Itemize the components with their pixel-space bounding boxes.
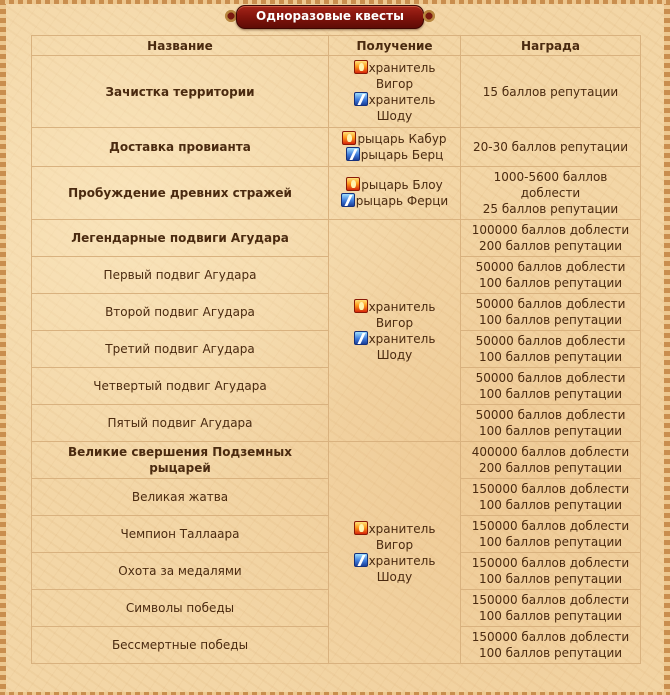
npc-vigor-name: Вигор (375, 76, 414, 91)
quest-name: Символы победы (32, 590, 329, 627)
lightning-icon (341, 193, 355, 207)
quest-name: Пробуждение древних стражей (32, 167, 329, 220)
right-border (664, 0, 670, 695)
reward-line: 1000-5600 баллов (493, 170, 608, 184)
lightning-icon (354, 331, 368, 345)
npc-shodu-name: Шоду (376, 569, 413, 584)
table-row (32, 167, 641, 220)
npc-shodu: хранитель (354, 331, 436, 347)
reward-line: 150000 баллов доблести (471, 593, 630, 607)
reward-line: 150000 баллов доблести (471, 482, 630, 496)
quest-reward (461, 128, 641, 167)
column-header-source: Получение (329, 36, 461, 56)
npc-vigor: хранитель (354, 299, 436, 315)
quest-source (329, 167, 461, 220)
table-header-row (32, 36, 641, 56)
reward-line: 100 баллов репутации (478, 350, 623, 364)
lightning-icon (354, 553, 368, 567)
quest-reward (461, 479, 641, 516)
reward-line: 50000 баллов доблести (475, 297, 626, 311)
column-header-reward: Награда (461, 36, 641, 56)
quest-reward (461, 294, 641, 331)
reward-line: 100 баллов репутации (478, 498, 623, 512)
npc-vigor: хранитель (354, 60, 436, 76)
left-border (0, 0, 6, 695)
fire-icon (354, 299, 368, 313)
quests-table (31, 35, 641, 664)
quest-name: Великая жатва (32, 479, 329, 516)
npc-kabur: рыцарь Кабур (342, 131, 446, 147)
npc-shodu-name: Шоду (376, 347, 413, 362)
quest-name: Великие свершения Подземных рыцарей (32, 442, 329, 479)
reward-line: 100 баллов репутации (478, 424, 623, 438)
reward-line: 100 баллов репутации (478, 276, 623, 290)
quest-name: Третий подвиг Агудара (32, 331, 329, 368)
lightning-icon (354, 92, 368, 106)
quest-name: Пятый подвиг Агудара (32, 405, 329, 442)
reward-line: 100000 баллов доблести (471, 223, 630, 237)
fire-icon (342, 131, 356, 145)
quest-source (329, 56, 461, 128)
npc-vigor-name: Вигор (375, 537, 414, 552)
npc-shodu: хранитель (354, 553, 436, 569)
npc-vigor: хранитель (354, 521, 436, 537)
npc-vigor-name: Вигор (375, 315, 414, 330)
quest-name: Охота за медалями (32, 553, 329, 590)
reward-line: 25 баллов репутации (482, 202, 619, 216)
quest-reward (461, 590, 641, 627)
quest-name: Четвертый подвиг Агудара (32, 368, 329, 405)
reward-line: 150000 баллов доблести (471, 630, 630, 644)
reward-line: 50000 баллов доблести (475, 408, 626, 422)
quest-name: Второй подвиг Агудара (32, 294, 329, 331)
table-row (32, 442, 641, 479)
quest-name: Чемпион Таллаара (32, 516, 329, 553)
reward-line: 150000 баллов доблести (471, 519, 630, 533)
reward-line: 50000 баллов доблести (475, 334, 626, 348)
reward-line: 100 баллов репутации (478, 646, 623, 660)
npc-shodu: хранитель (354, 92, 436, 108)
quest-source (329, 220, 461, 442)
quest-reward (461, 516, 641, 553)
reward-line: 100 баллов репутации (478, 387, 623, 401)
quest-reward (461, 167, 641, 220)
fire-icon (346, 177, 360, 191)
quest-reward (461, 220, 641, 257)
npc-blou: рыцарь Блоу (341, 177, 448, 193)
quest-reward (461, 627, 641, 664)
quest-reward (461, 405, 641, 442)
column-header-name: Название (32, 36, 329, 56)
quest-reward (461, 553, 641, 590)
quest-reward (461, 331, 641, 368)
reward-line: 50000 баллов доблести (475, 260, 626, 274)
title-ribbon (226, 5, 434, 27)
reward-line: 400000 баллов доблести (471, 445, 630, 459)
top-border (0, 0, 670, 4)
quest-reward (461, 257, 641, 294)
reward-line: 150000 баллов доблести (471, 556, 630, 570)
reward-line: доблести (520, 186, 581, 200)
quest-name: Легендарные подвиги Агудара (32, 220, 329, 257)
table-row (32, 56, 641, 128)
quest-source (329, 128, 461, 167)
reward-line: 200 баллов репутации (478, 461, 623, 475)
table-row (32, 128, 641, 167)
page-title: Одноразовые квесты (236, 5, 424, 29)
npc-berc: рыцарь Берц (342, 147, 446, 163)
npc-ferci: рыцарь Ферци (341, 193, 448, 209)
quest-reward (461, 368, 641, 405)
fire-icon (354, 60, 368, 74)
quest-reward (461, 442, 641, 479)
ornament-icon (422, 9, 436, 23)
quest-name: Первый подвиг Агудара (32, 257, 329, 294)
reward-line: 15 баллов репутации (482, 84, 619, 99)
fire-icon (354, 521, 368, 535)
quest-name: Бессмертные победы (32, 627, 329, 664)
table-row (32, 220, 641, 257)
reward-line: 100 баллов репутации (478, 572, 623, 586)
reward-line: 50000 баллов доблести (475, 371, 626, 385)
quest-name: Доставка провианта (32, 128, 329, 167)
reward-line: 100 баллов репутации (478, 609, 623, 623)
reward-line: 20-30 баллов репутации (472, 140, 629, 154)
reward-line: 100 баллов репутации (478, 535, 623, 549)
reward-line: 100 баллов репутации (478, 313, 623, 327)
lightning-icon (346, 147, 360, 161)
quest-source (329, 442, 461, 664)
quest-reward (461, 56, 641, 128)
quest-name: Зачистка территории (32, 56, 329, 128)
reward-line: 200 баллов репутации (478, 239, 623, 253)
npc-shodu-name: Шоду (376, 108, 413, 123)
